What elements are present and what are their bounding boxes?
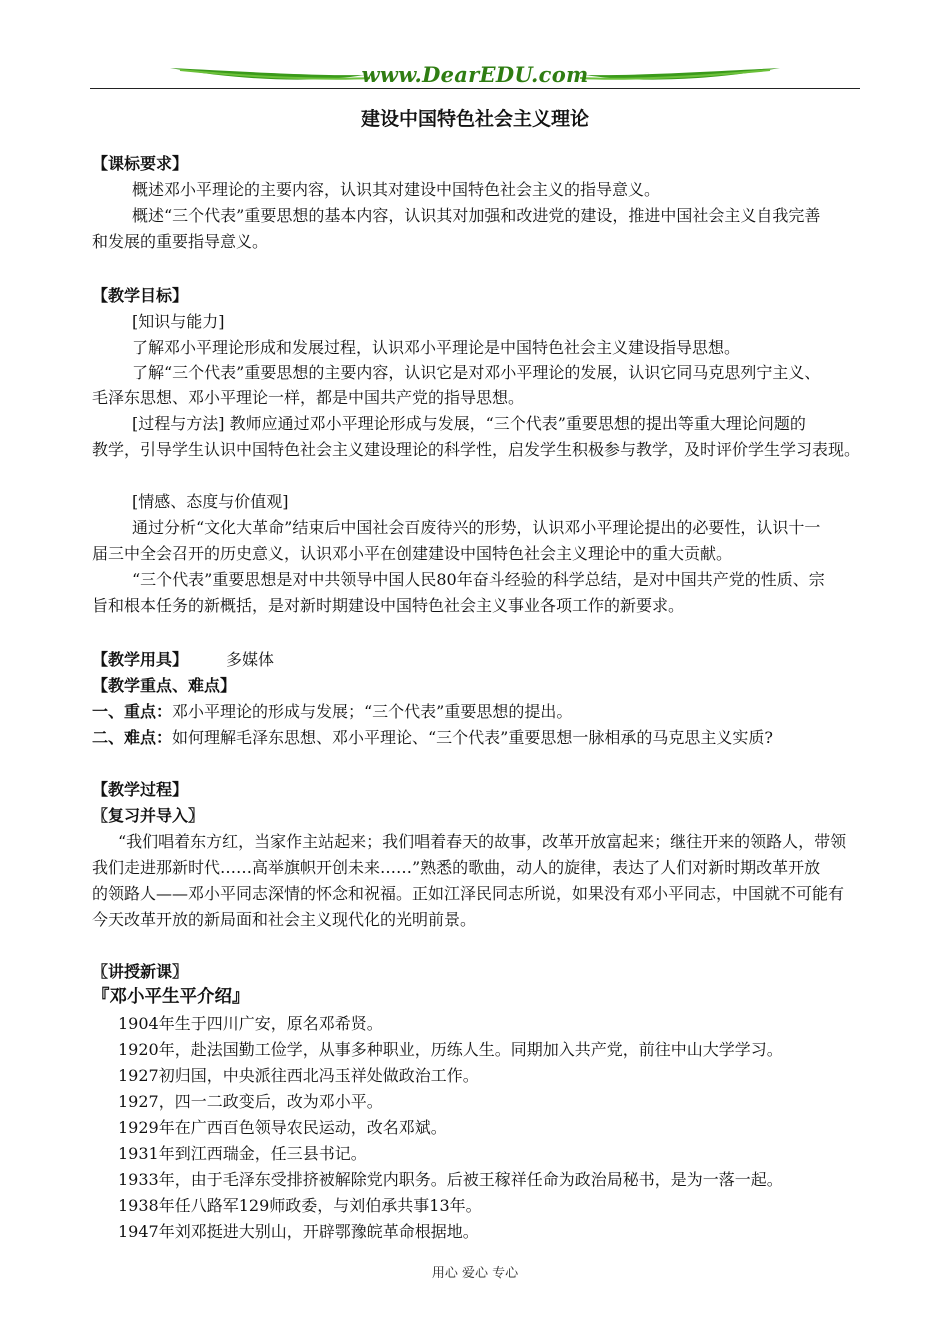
header-rule bbox=[90, 88, 860, 89]
objectives-method-line2: 教学，引导学生认识中国特色社会主义建设理论的科学性，启发学生积极参与教学，及时评价学生学习表现。 bbox=[92, 440, 861, 459]
objectives-sub-emotion: [情感、态度与价值观] bbox=[132, 492, 289, 511]
biography-item: 1920年，赴法国勤工俭学，从事多种职业，历练人生。同期加入共产党，前往中山大学学习。 bbox=[118, 1040, 783, 1059]
requirements-p2-line2: 和发展的重要指导意义。 bbox=[92, 232, 269, 251]
biography-heading: 『邓小平生平介绍』 bbox=[92, 987, 250, 1007]
objectives-sub-knowledge: [知识与能力] bbox=[132, 312, 225, 331]
section-heading-objectives: 【教学目标】 bbox=[92, 286, 189, 305]
objectives-k2-line1: 了解“三个代表”重要思想的主要内容，认识它是对邓小平理论的发展，认识它同马克思列宁主义、 bbox=[132, 363, 821, 382]
biography-item: 1927初归国，中央派往西北冯玉祥处做政治工作。 bbox=[118, 1066, 479, 1085]
requirements-p2-line1: 概述“三个代表”重要思想的基本内容，认识其对加强和改进党的建设，推进中国社会主义自我完善 bbox=[132, 206, 821, 225]
section-heading-requirements: 【课标要求】 bbox=[92, 154, 189, 173]
site-logo-text: www.DearEDU.com bbox=[361, 62, 589, 87]
review-heading: 〖复习并导入〗 bbox=[92, 806, 205, 825]
biography-item: 1929年在广西百色领导农民运动，改名邓斌。 bbox=[118, 1118, 447, 1137]
objectives-e2-line2: 旨和根本任务的新概括，是对新时期建设中国特色社会主义事业各项工作的新要求。 bbox=[92, 596, 685, 615]
requirements-p1: 概述邓小平理论的主要内容，认识其对建设中国特色社会主义的指导意义。 bbox=[132, 180, 661, 199]
page-footer: 用心 爱心 专心 bbox=[431, 1266, 519, 1281]
biography-item: 1933年，由于毛泽东受排挤被解除党内职务。后被王稼祥任命为政治局秘书，是为一落一起。 bbox=[118, 1170, 783, 1189]
section-heading-keypoints: 【教学重点、难点】 bbox=[92, 676, 237, 695]
keypoint-1-text: 邓小平理论的形成与发展；“三个代表”重要思想的提出。 bbox=[172, 702, 573, 721]
objectives-e1-line1: 通过分析“文化大革命”结束后中国社会百废待兴的形势，认识邓小平理论提出的必要性，认识十一 bbox=[132, 518, 821, 537]
page-title: 建设中国特色社会主义理论 bbox=[360, 108, 589, 130]
objectives-method-line1: [过程与方法] 教师应通过邓小平理论形成与发展，“三个代表”重要思想的提出等重大理论问题的 bbox=[132, 414, 806, 433]
objectives-k1: 了解邓小平理论形成和发展过程，认识邓小平理论是中国特色社会主义建设指导思想。 bbox=[132, 338, 741, 357]
objectives-e1-line2: 届三中全会召开的历史意义，认识邓小平在创建建设中国特色社会主义理论中的重大贡献。 bbox=[92, 544, 733, 563]
review-line2: 我们走进那新时代……高举旗帜开创未来……”熟悉的歌曲，动人的旋律，表达了人们对新时期改革开放 bbox=[92, 858, 821, 877]
header-banner bbox=[90, 58, 860, 92]
section-heading-process: 【教学过程】 bbox=[92, 780, 189, 799]
keypoint-1-label: 一、重点： bbox=[92, 702, 173, 721]
keypoint-2-label: 二、难点： bbox=[92, 728, 173, 747]
biography-item: 1927，四一二政变后，改为邓小平。 bbox=[118, 1092, 383, 1111]
objectives-k2-line2: 毛泽东思想、邓小平理论一样，都是中国共产党的指导思想。 bbox=[92, 388, 525, 407]
objectives-e2-line1: “三个代表”重要思想是对中共领导中国人民80年奋斗经验的科学总结，是对中国共产党的性质、宗 bbox=[132, 570, 825, 589]
tools-value: 多媒体 bbox=[226, 650, 275, 669]
keypoint-2-text: 如何理解毛泽东思想、邓小平理论、“三个代表”重要思想一脉相承的马克思主义实质? bbox=[172, 728, 773, 747]
biography-item: 1947年刘邓挺进大别山，开辟鄂豫皖革命根据地。 bbox=[118, 1222, 479, 1241]
review-line3: 的领路人——邓小平同志深情的怀念和祝福。正如江泽民同志所说，如果没有邓小平同志，中国就不可能有 bbox=[92, 884, 845, 903]
new-lesson-heading: 〖讲授新课〗 bbox=[92, 962, 189, 981]
section-heading-tools: 【教学用具】 bbox=[92, 650, 189, 669]
biography-item: 1938年任八路军129师政委，与刘伯承共事13年。 bbox=[118, 1196, 482, 1215]
biography-item: 1931年到江西瑞金，任三县书记。 bbox=[118, 1144, 367, 1163]
biography-item: 1904年生于四川广安，原名邓希贤。 bbox=[118, 1014, 383, 1033]
review-line4: 今天改革开放的新局面和社会主义现代化的光明前景。 bbox=[92, 910, 477, 929]
review-line1: “我们唱着东方红，当家作主站起来；我们唱着春天的故事，改革开放富起来；继往开来的领路人，带领 bbox=[118, 832, 847, 851]
